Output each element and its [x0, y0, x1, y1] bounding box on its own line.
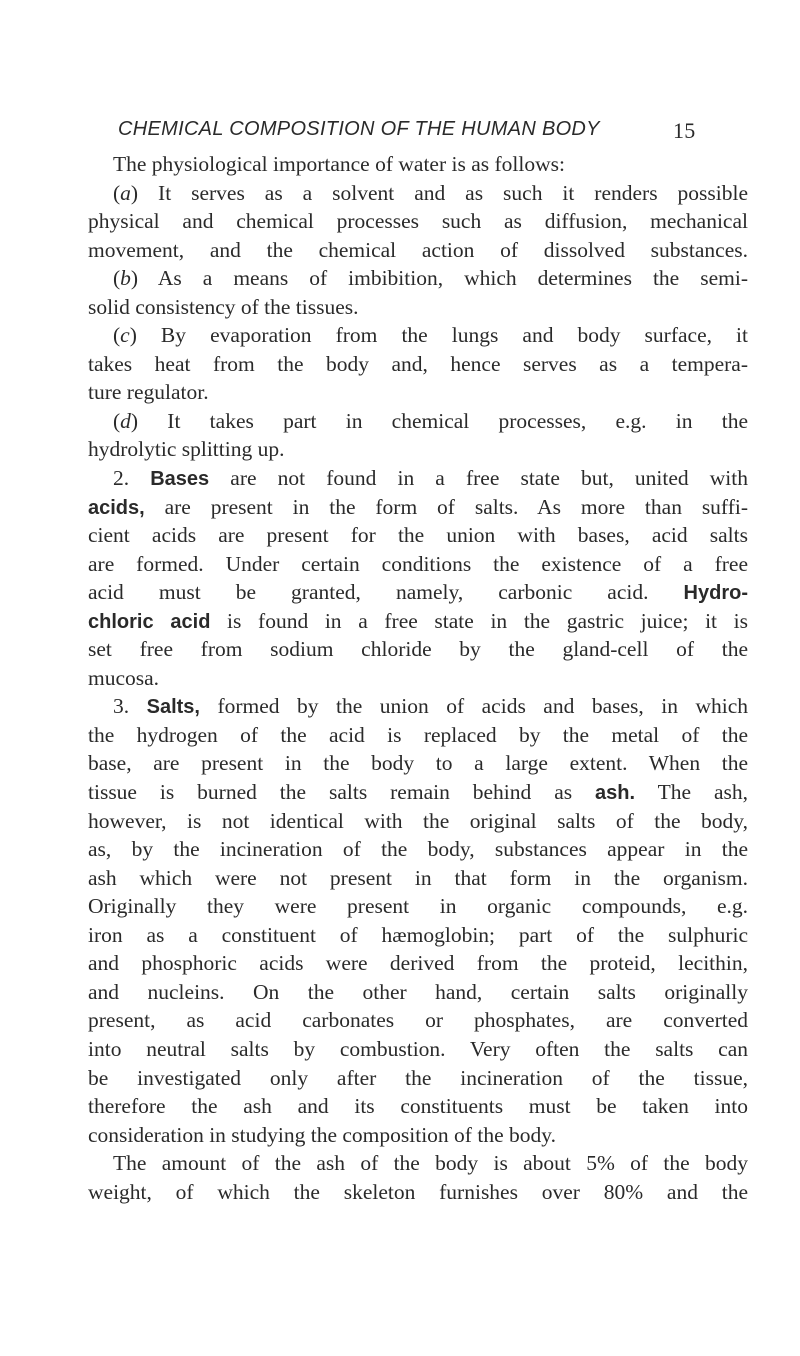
bold-term: Salts,	[146, 696, 200, 719]
text-line	[88, 293, 748, 322]
text-run: acid must be granted, namely, carbonic acid.	[88, 580, 684, 605]
text-line	[88, 521, 748, 550]
text-run: be investigated only after the incineration of the tissue,	[88, 1065, 748, 1090]
bold-term: chloric acid	[88, 610, 211, 633]
text-line	[88, 1121, 748, 1150]
text-line	[88, 664, 748, 693]
text-run: 2.	[113, 466, 151, 491]
text-line	[88, 493, 748, 522]
text-run: movement, and the chemical action of dissolved substances.	[88, 237, 748, 262]
text-run: (	[113, 266, 121, 291]
text-line	[88, 692, 748, 721]
text-line	[88, 892, 748, 921]
text-run: set free from sodium chloride by the gland-cell of the	[88, 637, 748, 662]
text-run: mucosa.	[88, 665, 160, 690]
text-run: consideration in studying the composition of the body.	[88, 1122, 556, 1147]
italic-letter: d	[120, 408, 131, 433]
text-run: are formed. Under certain conditions the existence of a free	[88, 551, 748, 576]
running-head	[118, 118, 718, 148]
text-line	[88, 207, 748, 236]
text-line	[88, 264, 748, 293]
text-run: however, is not identical with the original salts of the body,	[88, 808, 748, 833]
text-run: into neutral salts by combustion. Very often the salts can	[88, 1036, 748, 1061]
text-run: ) It serves as a solvent and as such it renders possible	[130, 180, 748, 205]
text-run: cient acids are present for the union with bases, acid salts	[88, 523, 748, 548]
text-line	[88, 778, 748, 807]
text-run: therefore the ash and its constituents must be taken into	[88, 1094, 748, 1119]
text-run: and phosphoric acids were derived from the proteid, lecithin,	[88, 951, 748, 976]
text-run: takes heat from the body and, hence serves as a tempera-	[88, 351, 748, 376]
bold-term: ash.	[595, 782, 636, 805]
text-line	[88, 150, 748, 179]
text-run: weight, of which the skeleton furnishes over 80% and the	[88, 1179, 748, 1204]
text-run: (	[113, 323, 121, 348]
text-line	[88, 350, 748, 379]
body-text	[88, 150, 748, 1206]
text-line	[88, 635, 748, 664]
bold-term: Bases	[150, 468, 210, 491]
text-line	[88, 749, 748, 778]
text-run: ) As a means of imbibition, which determines the semi-	[130, 266, 748, 291]
text-run: The ash,	[635, 780, 749, 805]
text-run: Originally they were present in organic compounds, e.g.	[88, 894, 748, 919]
text-line	[88, 236, 748, 265]
text-line	[88, 1092, 748, 1121]
text-line	[88, 607, 748, 636]
text-run: formed by the union of acids and bases, in which	[199, 694, 749, 719]
text-line	[88, 921, 748, 950]
text-line	[88, 1064, 748, 1093]
text-line	[88, 435, 748, 464]
text-run: are present in the form of salts. As more than suffi-	[144, 494, 748, 519]
text-run: ture regulator.	[88, 380, 209, 405]
text-run: ) By evaporation from the lungs and body surface, it	[129, 323, 748, 348]
text-run: is found in a free state in the gastric juice; it is	[210, 608, 748, 633]
text-run: ) It takes part in chemical processes, e.g. in the	[130, 408, 748, 433]
text-line	[88, 1178, 748, 1207]
text-run: (	[113, 180, 121, 205]
text-run: base, are present in the body to a large extent. When the	[88, 751, 748, 776]
text-line	[88, 321, 748, 350]
text-line	[88, 721, 748, 750]
text-run: present, as acid carbonates or phosphates, are converted	[88, 1008, 748, 1033]
text-run: and nucleins. On the other hand, certain salts originally	[88, 979, 748, 1004]
text-run: iron as a constituent of hæmoglobin; part of the sulphuric	[88, 922, 748, 947]
text-run: solid consistency of the tissues.	[88, 294, 359, 319]
text-run: The amount of the ash of the body is about 5% of the body	[113, 1151, 748, 1176]
text-line	[88, 949, 748, 978]
bold-term: acids,	[88, 496, 145, 519]
text-line	[88, 550, 748, 579]
text-run: tissue is burned the salts remain behind as	[88, 780, 596, 805]
text-run: hydrolytic splitting up.	[88, 437, 285, 462]
text-line	[88, 1149, 748, 1178]
text-line	[88, 1035, 748, 1064]
italic-letter: b	[120, 266, 131, 291]
text-run: the hydrogen of the acid is replaced by the metal of the	[88, 722, 748, 747]
text-line	[88, 378, 748, 407]
bold-term: Hydro-	[683, 582, 748, 605]
text-line	[88, 978, 748, 1007]
text-run: are not found in a free state but, united with	[209, 466, 748, 491]
text-run: The physiological importance of water is as follows:	[113, 152, 565, 176]
text-line	[88, 578, 748, 607]
text-run: (	[113, 408, 121, 433]
italic-letter: c	[120, 323, 130, 348]
text-line	[88, 807, 748, 836]
text-run: ash which were not present in that form in the organism.	[88, 865, 748, 890]
text-line	[88, 864, 748, 893]
text-line	[88, 407, 748, 436]
text-run: physical and chemical processes such as diffusion, mechanical	[88, 209, 748, 234]
text-line	[88, 1006, 748, 1035]
page-number: 15	[673, 118, 696, 143]
italic-letter: a	[120, 180, 131, 205]
text-line	[88, 464, 748, 493]
text-line	[88, 835, 748, 864]
text-line	[88, 179, 748, 208]
text-run: 3.	[113, 694, 147, 719]
text-run: as, by the incineration of the body, substances appear in the	[88, 837, 748, 862]
running-head-title: CHEMICAL COMPOSITION OF THE HUMAN BODY	[118, 118, 600, 140]
